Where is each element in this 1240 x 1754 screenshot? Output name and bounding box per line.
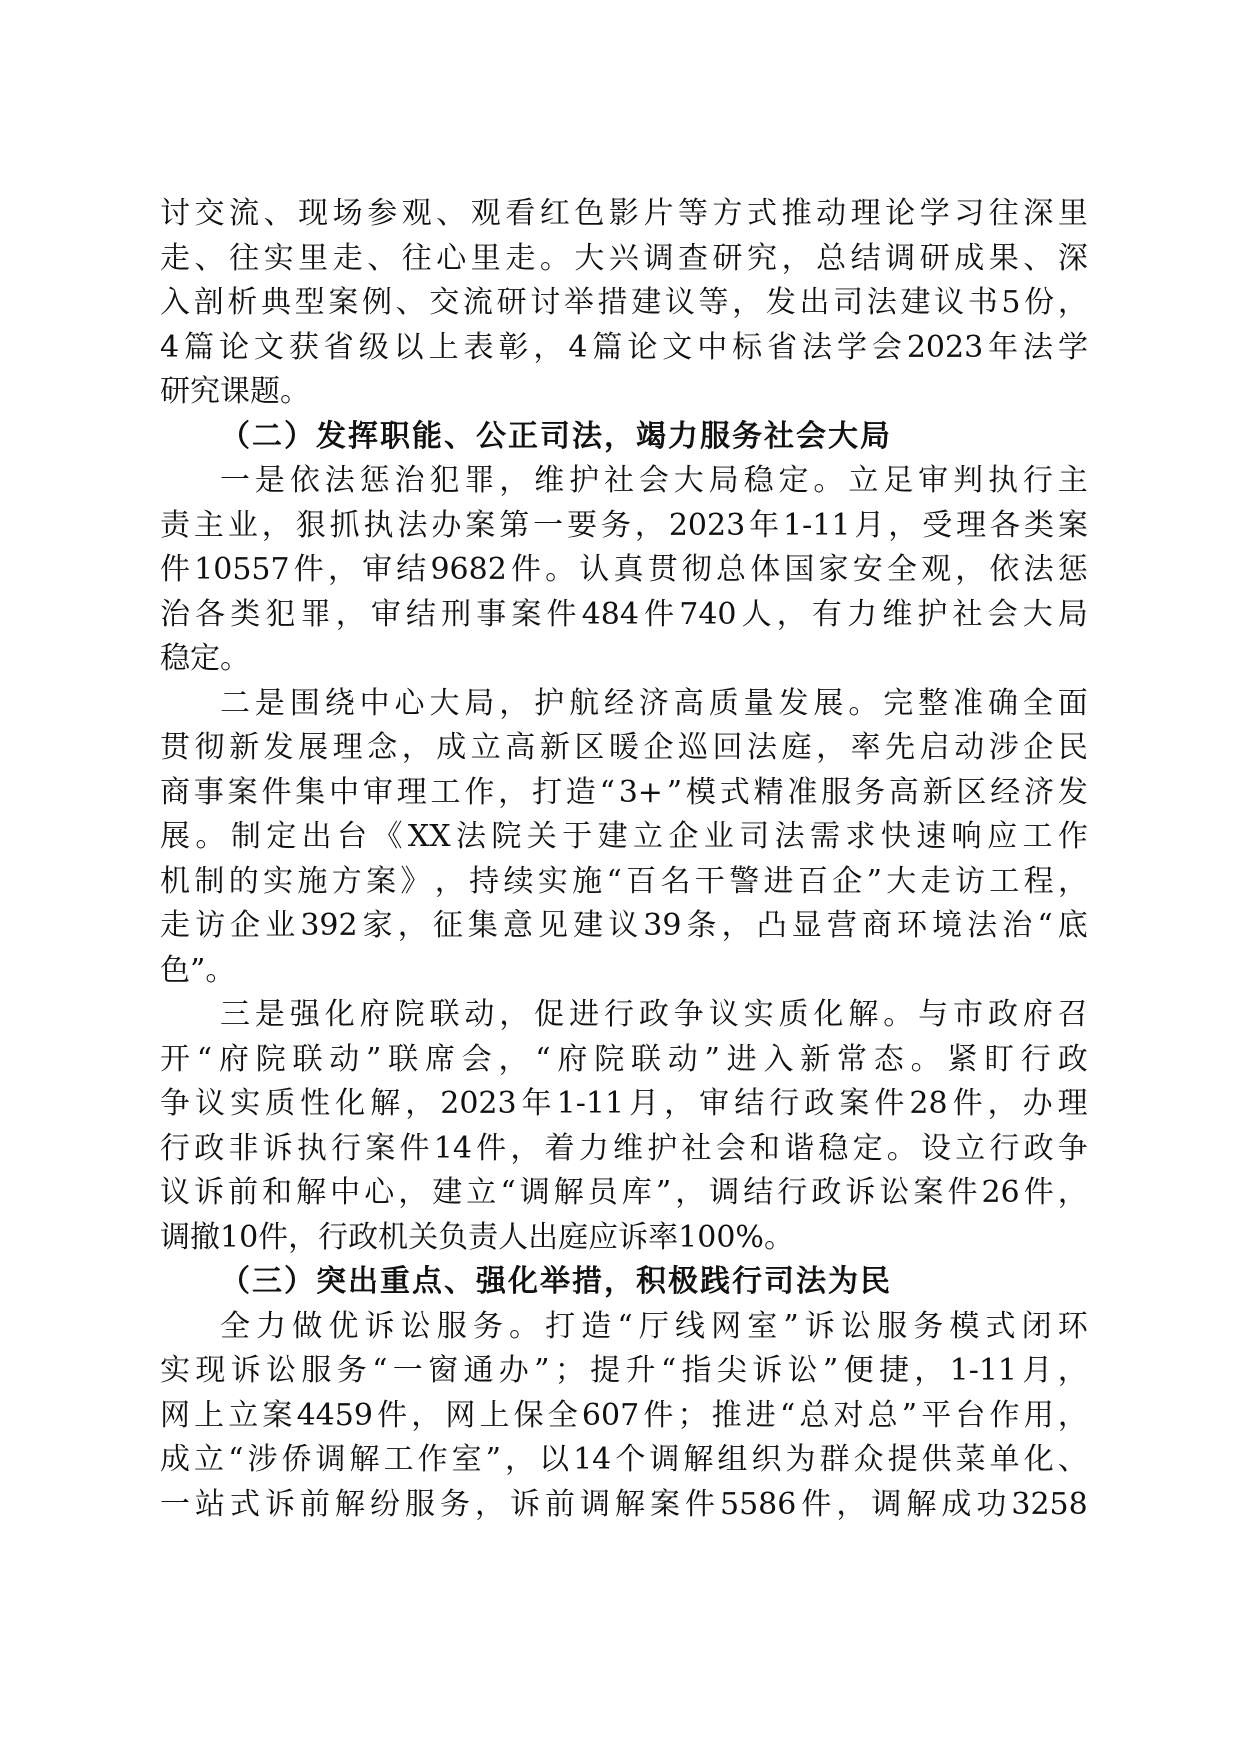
section-heading-2: （二）发挥职能、公正司法，竭力服务社会大局 [220, 418, 892, 454]
text-line: 件 10557 件 ， 审 结 9682 件 。 认 真 贯 彻 总 体 国 家 安 全 观 ， 依 法 惩 [160, 552, 1088, 587]
text-line: 贯 彻 新 发 展 理 念 ， 成 立 高 新 区 暖 企 巡 回 法 庭 ， 率 先 启 动 涉 企 民 [160, 730, 1088, 765]
text-line: 色”。 [160, 952, 236, 988]
text-line: 成 立 “ 涉 侨 调 解 工 作 室 ” ， 以 14 个 调 解 组 织 为 群 众 提 供 菜 单 化 、 [160, 1442, 1088, 1477]
text-line: 商 事 案 件 集 中 审 理 工 作 ， 打 造 “ 3+ ” 模 式 精 准 服 务 高 新 区 经 济 发 [160, 774, 1088, 810]
text-line: 调撤10件，行政机关负责人出庭应诉率100%。 [160, 1219, 794, 1255]
text-line: 4 篇 论 文 获 省 级 以 上 表 彰 ， 4 篇 论 文 中 标 省 法 学 会 2023 年 法 学 [160, 329, 1088, 365]
text-line: 实 现 诉 讼 服 务 “ 一 窗 通 办 ” ； 提 升 “ 指 尖 诉 讼 ” 便 捷 ， 1-11 月 ， [160, 1353, 1088, 1388]
paragraph-administrative-disputes [160, 993, 1088, 1260]
document-page [160, 192, 1088, 1527]
text-line: 争 议 实 质 性 化 解 ， 2023 年 1-11 月 ， 审 结 行 政 案 件 28 件 ， 办 理 [160, 1086, 1088, 1121]
text-line: 行 政 非 诉 执 行 案 件 14 件 ， 着 力 维 护 社 会 和 谐 稳 定 。 设 立 行 政 争 [160, 1130, 1088, 1166]
text-line: 开 “ 府 院 联 动 ” 联 席 会 ， “ 府 院 联 动 ” 进 入 新 常 态 。 紧 盯 行 政 [160, 1041, 1088, 1077]
text-line: 入 剖 析 典 型 案 例 、 交 流 研 讨 举 措 建 议 等 ， 发 出 司 法 建 议 书 5 份 ， [160, 285, 1088, 320]
text-line: 三 是 强 化 府 院 联 动 ， 促 进 行 政 争 议 实 质 化 解 。 与 市 政 府 召 [220, 997, 1088, 1032]
text-line: 二 是 围 绕 中 心 大 局 ， 护 航 经 济 高 质 量 发 展 。 完 整 准 确 全 面 [220, 685, 1088, 721]
text-line: 走 访 企 业 392 家 ， 征 集 意 见 建 议 39 条 ， 凸 显 营 商 环 境 法 治 “ 底 [160, 908, 1088, 943]
text-line: 全 力 做 优 诉 讼 服 务 。 打 造 “ 厅 线 网 室 ” 诉 讼 服 务 模 式 闭 环 [220, 1308, 1088, 1344]
paragraph-economic-development [160, 682, 1088, 994]
paragraph-litigation-services [160, 1305, 1088, 1528]
text-line: 展 。 制 定 出 台 《 XX 法 院 关 于 建 立 企 业 司 法 需 求 快 速 响 应 工 作 [160, 819, 1088, 854]
text-line: 治 各 类 犯 罪 ， 审 结 刑 事 案 件 484 件 740 人 ， 有 力 维 护 社 会 大 局 [160, 596, 1088, 632]
text-line: 走 、 往 实 里 走 、 往 心 里 走 。 大 兴 调 查 研 究 ， 总 结 调 研 成 果 、 深 [160, 240, 1088, 276]
section-heading-3: （三）突出重点、强化举措，积极践行司法为民 [220, 1264, 892, 1299]
text-line: 讨 交 流 、 现 场 参 观 、 观 看 红 色 影 片 等 方 式 推 动 理 论 学 习 往 深 里 [160, 196, 1088, 231]
text-line: 责 主 业 ， 狠 抓 执 法 办 案 第 一 要 务 ， 2023 年 1-11 月 ， 受 理 各 类 案 [160, 507, 1088, 543]
paragraph-theory-study [160, 192, 1088, 415]
text-line: 网 上 立 案 4459 件 ， 网 上 保 全 607 件 ； 推 进 “ 总 对 总 ” 平 台 作 用 ， [160, 1397, 1088, 1433]
paragraph-crime-punishment [160, 459, 1088, 682]
text-line: 机 制 的 实 施 方 案 》 ， 持 续 实 施 “ 百 名 干 警 进 百 企 ” 大 走 访 工 程 ， [160, 863, 1088, 899]
text-line: 一 是 依 法 惩 治 犯 罪 ， 维 护 社 会 大 局 稳 定 。 立 足 审 判 执 行 主 [220, 463, 1088, 498]
text-line: 议 诉 前 和 解 中 心 ， 建 立 “ 调 解 员 库 ” ， 调 结 行 政 诉 讼 案 件 26 件 ， [160, 1175, 1088, 1210]
text-line: 研究课题。 [160, 374, 310, 409]
text-line: 稳定。 [160, 641, 250, 676]
text-line: 一 站 式 诉 前 解 纷 服 务 ， 诉 前 调 解 案 件 5586 件 ， 调 解 成 功 3258 [160, 1486, 1088, 1522]
